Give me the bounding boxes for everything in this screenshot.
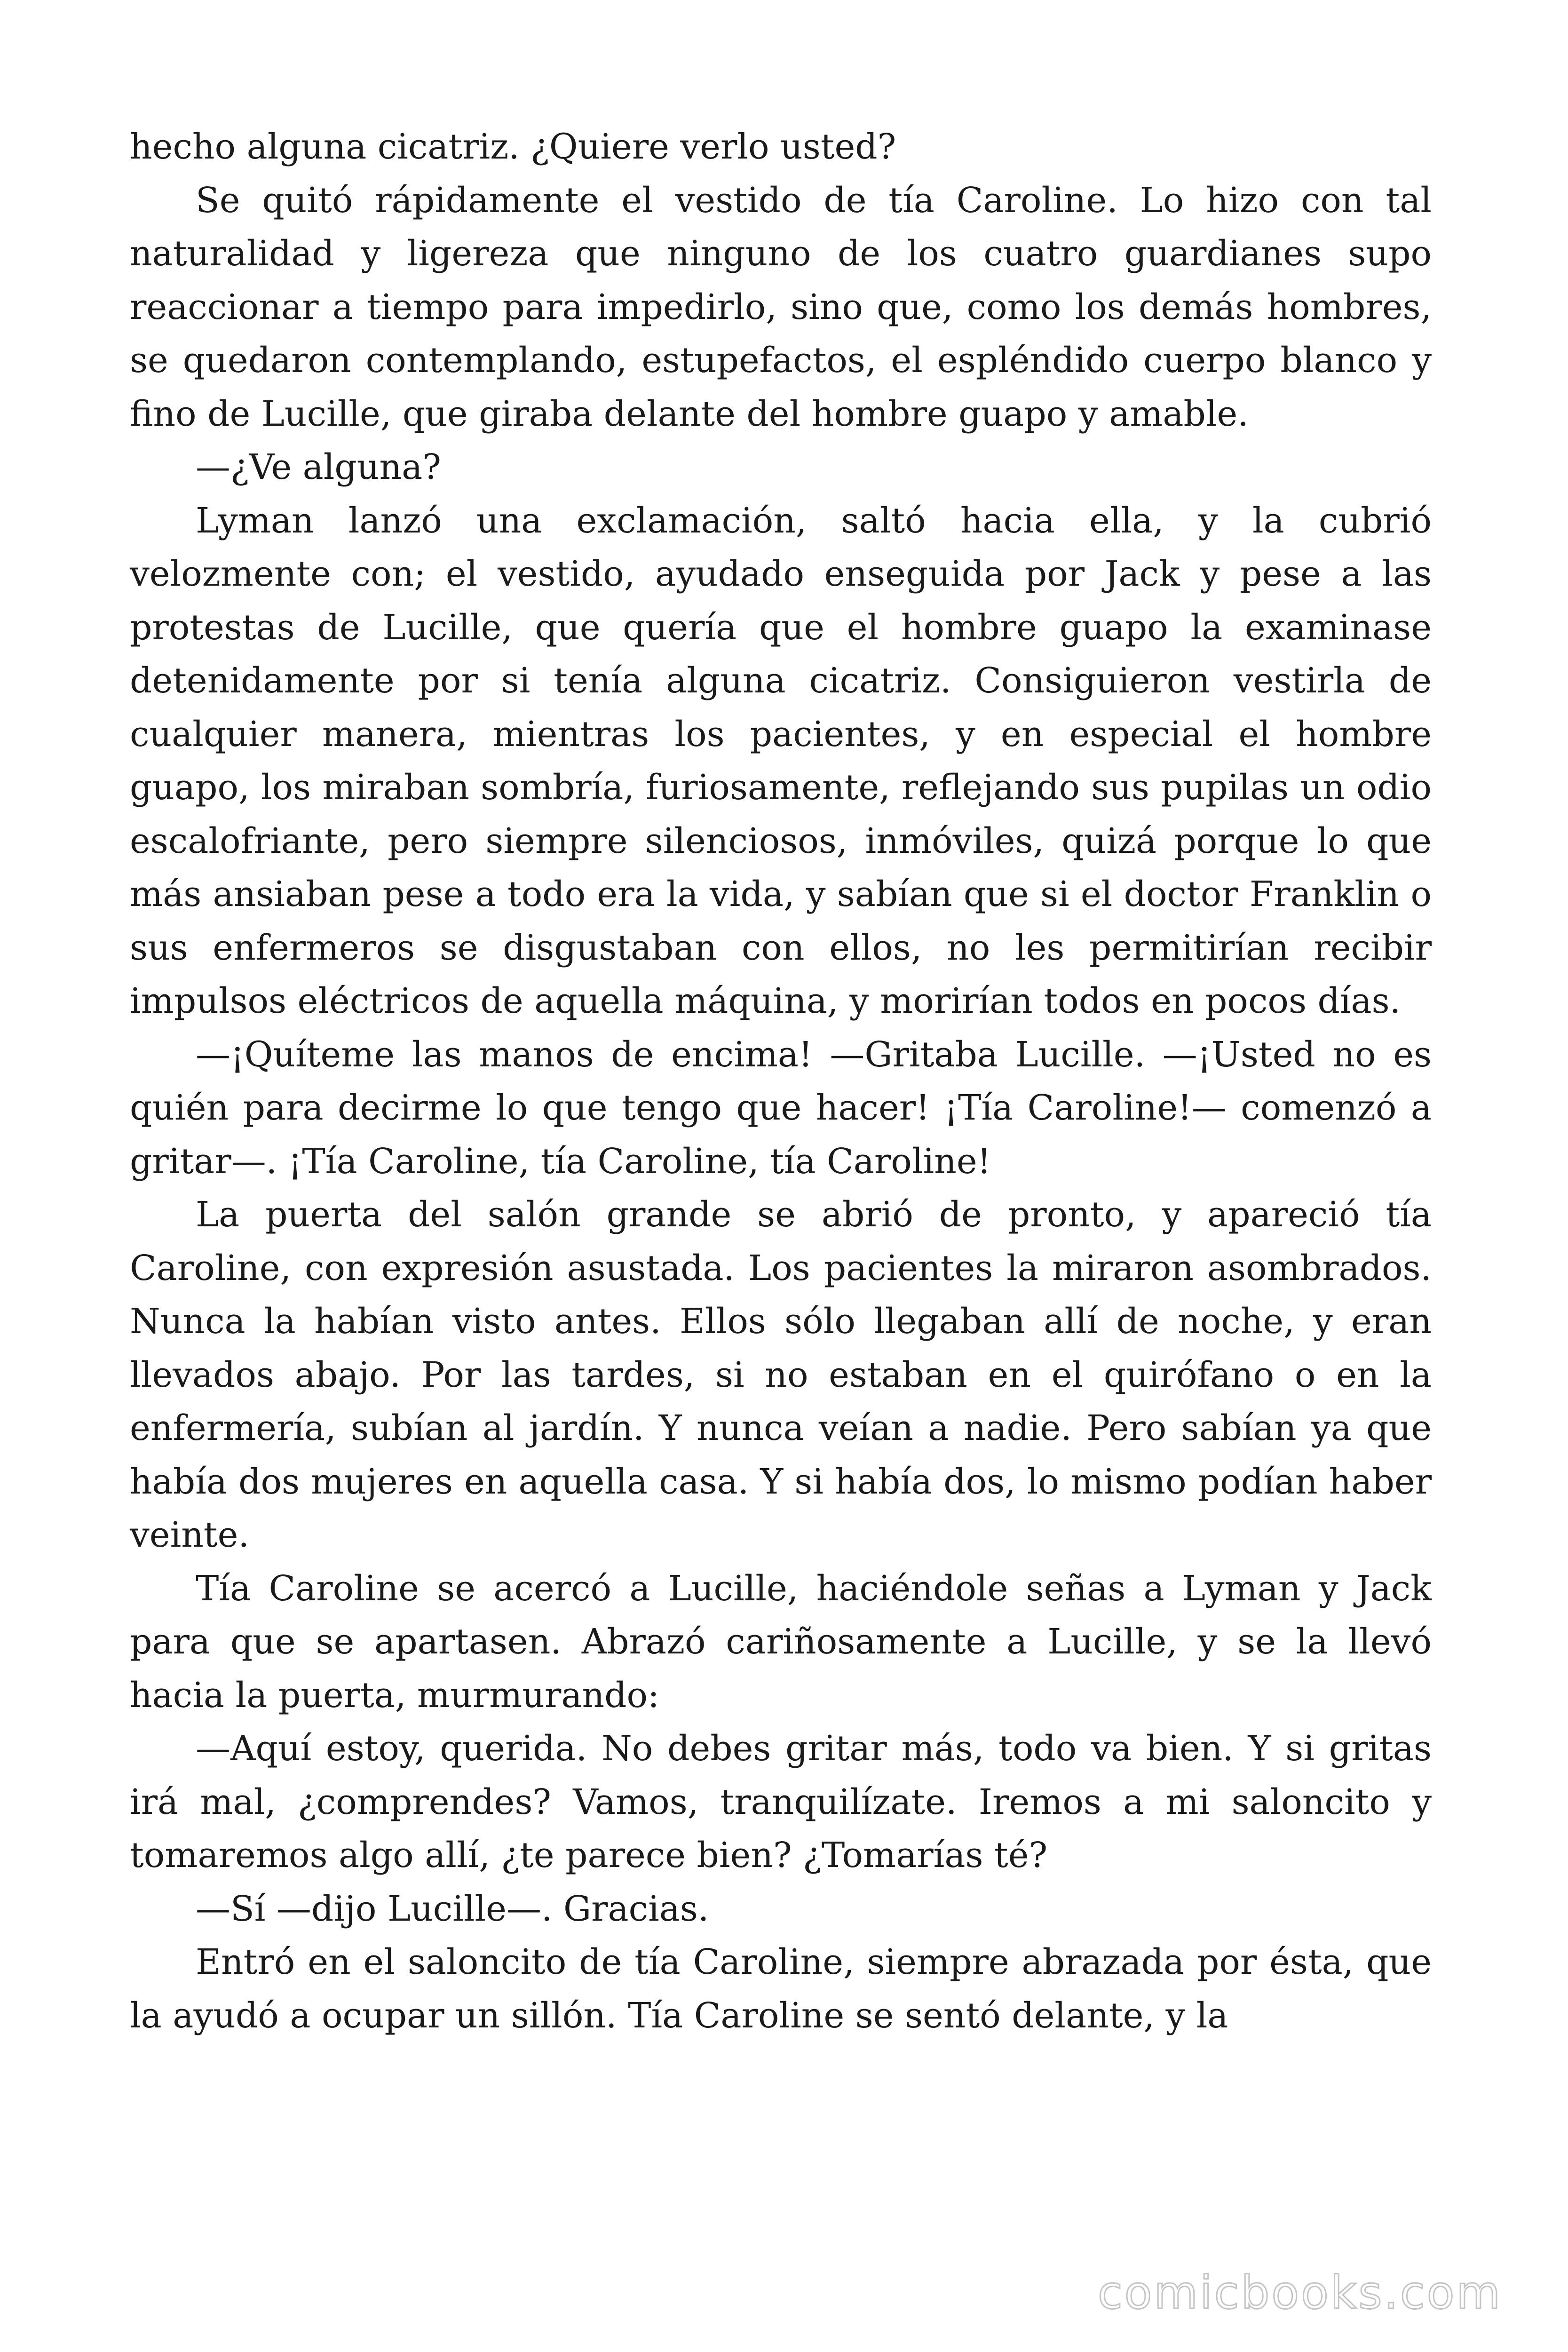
- dialogue-line: —Aquí estoy, querida. No debes gritar más, todo va bien. Y si gritas irá mal, ¿comprendes? Vamos, tranquilízate. Iremos a mi saloncito y tomaremos algo allí, ¿te parece bien? ¿Tomarías té?: [130, 1728, 1432, 1875]
- paragraph: Lyman lanzó una exclamación, saltó hacia ella, y la cubrió velozmente con; el vestido, ayudado enseguida por Jack y pese a las protestas de Lucille, que quería que el hombre guapo la examinase detenidamente por si tenía alguna cicatriz. Consiguieron vestirla de cualquier manera, mientras los pacientes, y en especial el hombre guapo, los miraban sombría, furiosamente, reflejando sus pupilas un odio escalofriante, pero siempre silenciosos, inmóviles, quizá porque lo que más ansiaban pese a todo era la vida, y sabían que si el doctor Franklin o sus enfermeros se disgustaban con ellos, no les permitirían recibir impulsos eléctricos de aquella máquina, y morirían todos en pocos días.: [130, 500, 1432, 1021]
- paragraph-continuation: hecho alguna cicatriz. ¿Quiere verlo usted?: [130, 127, 896, 167]
- dialogue-line: —Sí —dijo Lucille—. Gracias.: [196, 1888, 709, 1929]
- paragraph: La puerta del salón grande se abrió de pronto, y apareció tía Caroline, con expresión asustada. Los pacientes la miraron asombrados. Nunca la habían visto antes. Ellos sólo llegaban allí de noche, y eran llevados abajo. Por las tardes, si no estaban en el quirófano o en la enfermería, subían al jardín. Y nunca veían a nadie. Pero sabían ya que había dos mujeres en aquella casa. Y si había dos, lo mismo podían haber veinte.: [130, 1194, 1432, 1555]
- page-body-text: [130, 120, 1432, 2042]
- watermark: comicbooks.com: [1097, 2266, 1502, 2319]
- paragraph: Se quitó rápidamente el vestido de tía Caroline. Lo hizo con tal naturalidad y ligereza que ninguno de los cuatro guardianes supo reaccionar a tiempo para impedirlo, sino que, como los demás hombres, se quedaron contemplando, estupefactos, el espléndido cuerpo blanco y fino de Lucille, que giraba delante del hombre guapo y amable.: [130, 180, 1432, 434]
- paragraph: Tía Caroline se acercó a Lucille, haciéndole señas a Lyman y Jack para que se apartasen. Abrazó cariñosamente a Lucille, y se la llevó hacia la puerta, murmurando:: [130, 1568, 1432, 1716]
- paragraph: Entró en el saloncito de tía Caroline, siempre abrazada por ésta, que la ayudó a ocupar un sillón. Tía Caroline se sentó delante, y la: [130, 1942, 1432, 2036]
- dialogue-line: —¡Quíteme las manos de encima! —Gritaba Lucille. —¡Usted no es quién para decirme lo que tengo que hacer! ¡Tía Caroline!— comenzó a gritar—. ¡Tía Caroline, tía Caroline, tía Caroline!: [130, 1034, 1432, 1182]
- dialogue-line: —¿Ve alguna?: [196, 447, 441, 487]
